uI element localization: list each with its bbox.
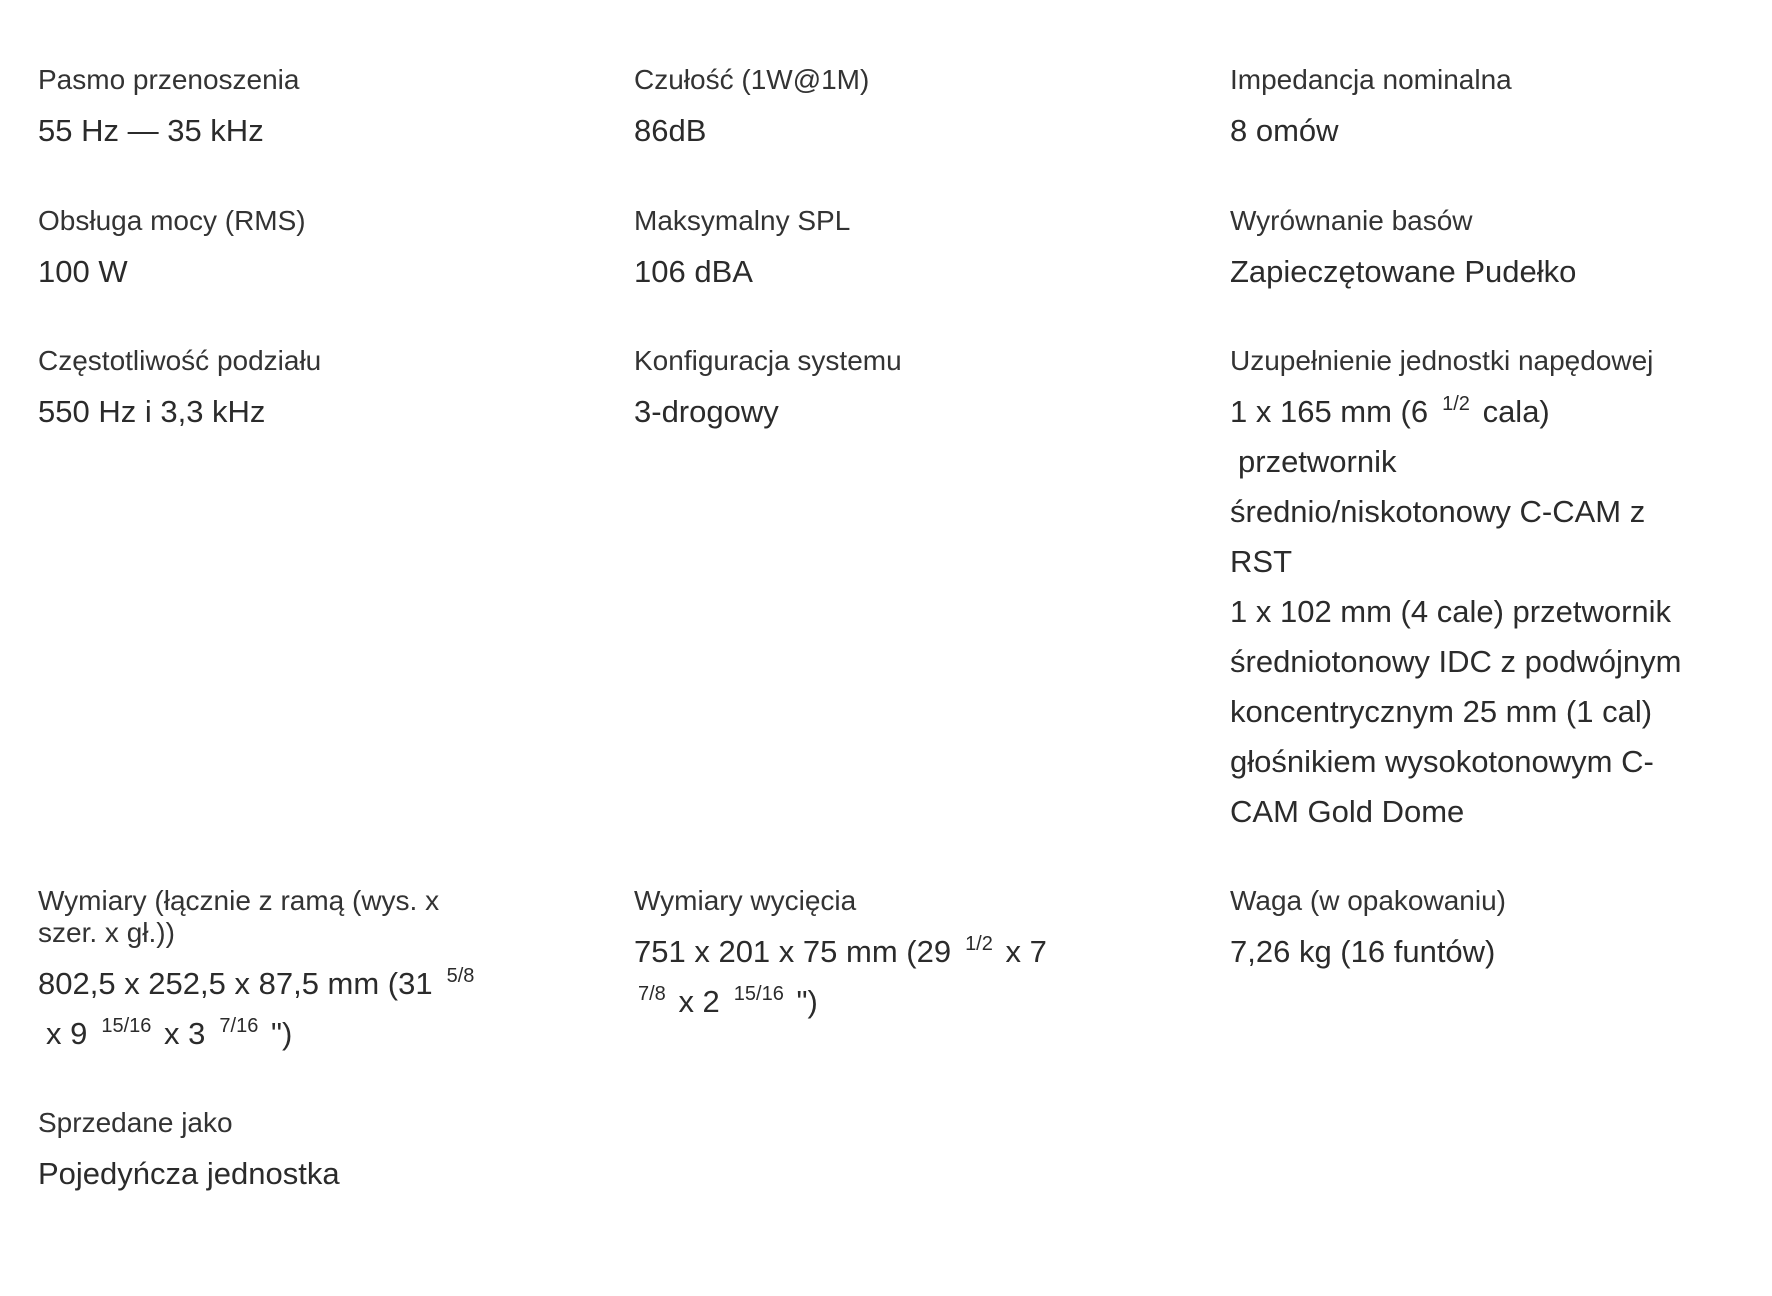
spec-value	[1230, 387, 1700, 837]
label-line: szer. x gł.))	[38, 917, 175, 948]
spec-label: Obsługa mocy (RMS)	[38, 205, 306, 236]
spec-bass-alignment	[1230, 205, 1700, 297]
text-part: x 7	[1005, 934, 1047, 969]
spec-crossover	[38, 345, 508, 437]
spec-value: Zapieczętowane Pudełko	[1230, 254, 1577, 289]
fraction: 5/8	[446, 965, 475, 987]
spec-value: 100 W	[38, 254, 128, 289]
spec-value: 106 dBA	[634, 254, 753, 289]
text-part: x 3	[164, 1016, 206, 1051]
spec-dimensions	[38, 885, 488, 1059]
spec-label: Uzupełnienie jednostki napędowej	[1230, 345, 1654, 376]
spec-drive-units	[1230, 345, 1700, 837]
spec-sold-as	[38, 1107, 508, 1199]
fraction: 7/16	[219, 1015, 259, 1037]
drive-units-line-6: średniotonowy IDC z podwójnym	[1230, 644, 1682, 679]
fraction: 1/2	[1442, 393, 1470, 415]
spec-sensitivity	[634, 64, 1104, 156]
text-part: ")	[270, 1016, 293, 1051]
spec-value: 3-drogowy	[634, 394, 779, 429]
fraction: 15/16	[733, 983, 784, 1005]
text-part: 751 x 201 x 75 mm (29	[634, 934, 952, 969]
label-line: Wymiary (łącznie z ramą (wys. x	[38, 885, 440, 916]
text-part: 1 x 165 mm (6	[1230, 394, 1429, 429]
text-part: x 9	[46, 1016, 88, 1051]
drive-units-line-3: średnio/niskotonowy C-CAM z	[1230, 494, 1646, 529]
spec-power-handling	[38, 205, 508, 297]
spec-impedance	[1230, 64, 1700, 156]
text-part: cala)	[1482, 394, 1550, 429]
spec-label: Konfiguracja systemu	[634, 345, 902, 376]
text-part: x 2	[678, 984, 720, 1019]
drive-units-line-1	[1230, 387, 1700, 437]
spec-label: Pasmo przenoszenia	[38, 64, 300, 95]
spec-value: 55 Hz — 35 kHz	[38, 113, 264, 148]
spec-label: Impedancja nominalna	[1230, 64, 1512, 95]
spec-value	[38, 959, 488, 1059]
spec-value: 7,26 kg (16 funtów)	[1230, 934, 1496, 969]
spec-label: Wyrównanie basów	[1230, 205, 1473, 236]
spec-frequency-response	[38, 64, 508, 156]
spec-label	[38, 885, 488, 949]
spec-value: Pojedyńcza jednostka	[38, 1156, 340, 1191]
drive-units-line-2: przetwornik	[1238, 444, 1397, 479]
spec-cutout	[634, 885, 1104, 1027]
spec-label: Czułość (1W@1M)	[634, 64, 870, 95]
spec-value: 8 omów	[1230, 113, 1339, 148]
spec-label: Waga (w opakowaniu)	[1230, 885, 1506, 916]
drive-units-line-8: głośnikiem wysokotonowym C-	[1230, 744, 1654, 779]
drive-units-line-9: CAM Gold Dome	[1230, 794, 1465, 829]
text-part: 802,5 x 252,5 x 87,5 mm (31	[38, 966, 433, 1001]
spec-weight	[1230, 885, 1700, 977]
spec-label: Wymiary wycięcia	[634, 885, 857, 916]
spec-label: Maksymalny SPL	[634, 205, 851, 236]
spec-system-config	[634, 345, 1104, 437]
fraction: 7/8	[638, 983, 666, 1005]
fraction: 1/2	[965, 933, 993, 955]
drive-units-line-4: RST	[1230, 544, 1292, 579]
text-part: ")	[796, 984, 818, 1019]
spec-value	[634, 927, 1104, 1027]
spec-value: 86dB	[634, 113, 707, 148]
spec-label: Sprzedane jako	[38, 1107, 233, 1138]
spec-label: Częstotliwość podziału	[38, 345, 322, 376]
spec-max-spl	[634, 205, 1104, 297]
spec-value: 550 Hz i 3,3 kHz	[38, 394, 266, 429]
fraction: 15/16	[101, 1015, 152, 1037]
drive-units-line-5: 1 x 102 mm (4 cale) przetwornik	[1230, 594, 1672, 629]
drive-units-line-7: koncentrycznym 25 mm (1 cal)	[1230, 694, 1653, 729]
